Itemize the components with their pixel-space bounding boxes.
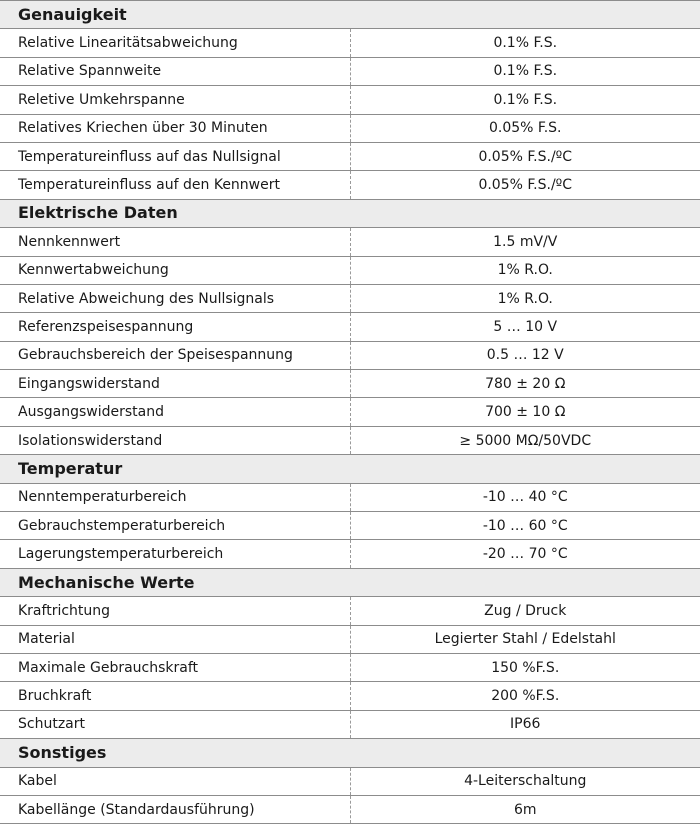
spec-value: Zug / Druck — [350, 597, 700, 625]
spec-value: 0.05% F.S./ºC — [350, 171, 700, 199]
spec-row — [0, 57, 700, 85]
spec-value: 0.05% F.S. — [350, 114, 700, 142]
section-header-row — [0, 739, 700, 767]
spec-value: 150 %F.S. — [350, 653, 700, 681]
spec-label: Bruchkraft — [0, 682, 350, 710]
spec-row — [0, 398, 700, 426]
spec-value: 0.05% F.S./ºC — [350, 142, 700, 170]
spec-label: Gebrauchsbereich der Speisespannung — [0, 341, 350, 369]
spec-value: 6m — [350, 795, 700, 823]
spec-label: Relative Spannweite — [0, 57, 350, 85]
spec-row — [0, 682, 700, 710]
spec-label: Ausgangswiderstand — [0, 398, 350, 426]
spec-row — [0, 625, 700, 653]
spec-row — [0, 653, 700, 681]
section-title: Genauigkeit — [0, 1, 700, 29]
section-title: Elektrische Daten — [0, 199, 700, 227]
spec-value: IP66 — [350, 710, 700, 738]
spec-table-body — [0, 1, 700, 824]
spec-label: Material — [0, 625, 350, 653]
spec-value: -20 … 70 °C — [350, 540, 700, 568]
spec-value: 200 %F.S. — [350, 682, 700, 710]
spec-value: 0.1% F.S. — [350, 86, 700, 114]
spec-row — [0, 426, 700, 454]
spec-value: ≥ 5000 MΩ/50VDC — [350, 426, 700, 454]
spec-row — [0, 483, 700, 511]
spec-label: Schutzart — [0, 710, 350, 738]
spec-row — [0, 171, 700, 199]
spec-label: Temperatureinfluss auf das Nullsignal — [0, 142, 350, 170]
spec-value: 1% R.O. — [350, 284, 700, 312]
spec-row — [0, 710, 700, 738]
spec-label: Isolationswiderstand — [0, 426, 350, 454]
spec-row — [0, 341, 700, 369]
section-header-row — [0, 199, 700, 227]
spec-row — [0, 540, 700, 568]
spec-label: Kabel — [0, 767, 350, 795]
spec-label: Reletive Umkehrspanne — [0, 86, 350, 114]
spec-label: Nennkennwert — [0, 228, 350, 256]
spec-value: 0.1% F.S. — [350, 57, 700, 85]
spec-row — [0, 313, 700, 341]
spec-label: Relative Abweichung des Nullsignals — [0, 284, 350, 312]
section-title: Mechanische Werte — [0, 568, 700, 596]
section-header-row — [0, 1, 700, 29]
spec-row — [0, 256, 700, 284]
spec-label: Eingangswiderstand — [0, 370, 350, 398]
spec-value: 0.5 … 12 V — [350, 341, 700, 369]
spec-row — [0, 597, 700, 625]
spec-label: Relative Linearitätsabweichung — [0, 29, 350, 57]
spec-label: Relatives Kriechen über 30 Minuten — [0, 114, 350, 142]
spec-row — [0, 114, 700, 142]
spec-label: Maximale Gebrauchskraft — [0, 653, 350, 681]
spec-row — [0, 795, 700, 823]
spec-row — [0, 370, 700, 398]
spec-row — [0, 767, 700, 795]
section-header-row — [0, 455, 700, 483]
spec-value: -10 … 60 °C — [350, 512, 700, 540]
spec-label: Gebrauchstemperaturbereich — [0, 512, 350, 540]
spec-value: 0.1% F.S. — [350, 29, 700, 57]
spec-label: Referenzspeisespannung — [0, 313, 350, 341]
spec-label: Kennwertabweichung — [0, 256, 350, 284]
section-header-row — [0, 568, 700, 596]
spec-row — [0, 142, 700, 170]
spec-value: 5 … 10 V — [350, 313, 700, 341]
spec-value: 1% R.O. — [350, 256, 700, 284]
spec-row — [0, 228, 700, 256]
spec-value: 1.5 mV/V — [350, 228, 700, 256]
section-title: Temperatur — [0, 455, 700, 483]
spec-row — [0, 284, 700, 312]
spec-row — [0, 512, 700, 540]
spec-value: Legierter Stahl / Edelstahl — [350, 625, 700, 653]
spec-value: 780 ± 20 Ω — [350, 370, 700, 398]
spec-value: 4-Leiterschaltung — [350, 767, 700, 795]
spec-value: 700 ± 10 Ω — [350, 398, 700, 426]
spec-value: -10 … 40 °C — [350, 483, 700, 511]
spec-row — [0, 29, 700, 57]
section-title: Sonstiges — [0, 739, 700, 767]
spec-row — [0, 86, 700, 114]
spec-label: Lagerungstemperaturbereich — [0, 540, 350, 568]
spec-label: Nenntemperaturbereich — [0, 483, 350, 511]
spec-label: Kraftrichtung — [0, 597, 350, 625]
spec-label: Kabellänge (Standardausführung) — [0, 795, 350, 823]
spec-label: Temperatureinfluss auf den Kennwert — [0, 171, 350, 199]
